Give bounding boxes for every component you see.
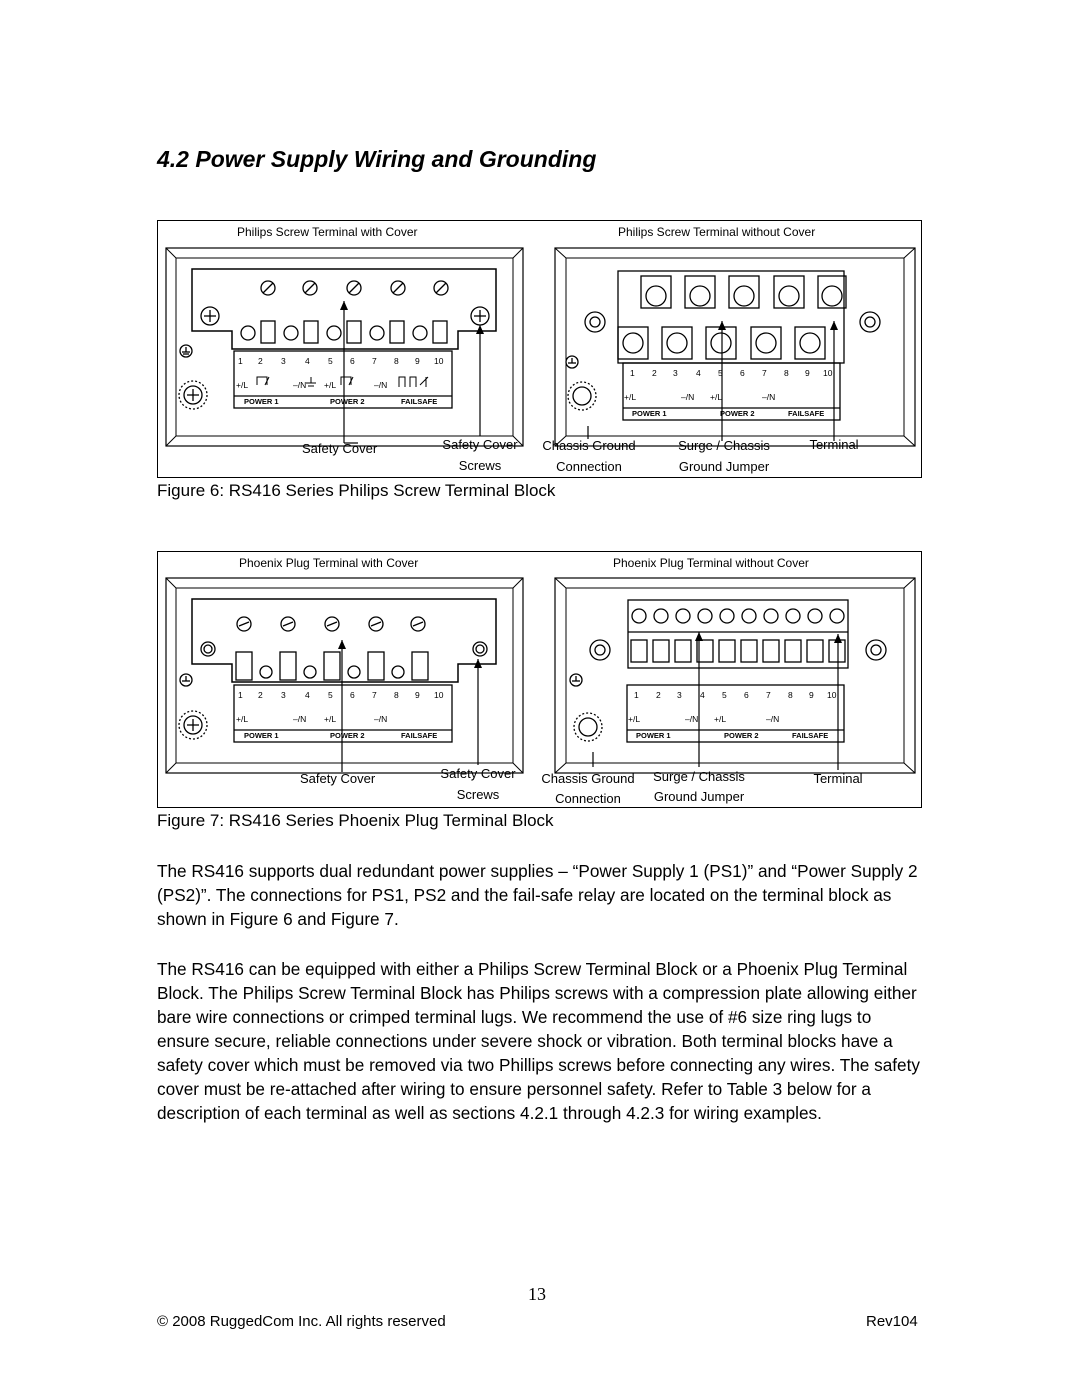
svg-text:+/L: +/L: [714, 714, 727, 724]
svg-text:FAILSAFE: FAILSAFE: [788, 409, 825, 418]
figure-7-caption: Figure 7: RS416 Series Phoenix Plug Terminal Block: [157, 811, 554, 830]
svg-text:5: 5: [718, 368, 723, 378]
figure-6-left-subtitle: Philips Screw Terminal with Cover: [237, 225, 418, 239]
label-safety-cover-screws-2: Screws: [456, 787, 500, 802]
svg-text:2: 2: [652, 368, 657, 378]
svg-text:6: 6: [744, 690, 749, 700]
section-title: 4.2 Power Supply Wiring and Grounding: [157, 146, 597, 172]
svg-text:10: 10: [434, 690, 444, 700]
svg-text:6: 6: [350, 356, 355, 366]
svg-text:FAILSAFE: FAILSAFE: [401, 731, 438, 740]
figure-7-diagram: [157, 551, 922, 808]
svg-text:–/N: –/N: [293, 714, 307, 724]
svg-text:2: 2: [656, 690, 661, 700]
svg-text:6: 6: [350, 690, 355, 700]
svg-text:–/N: –/N: [685, 714, 699, 724]
svg-text:POWER 2: POWER 2: [330, 731, 365, 740]
paragraph-1: The RS416 supports dual redundant power supplies – “Power Supply 1 (PS1)” and “Power Supply 2 (PS2)”. The connections for PS1, PS2 and the fail-safe relay are located on the terminal block as shown in Figure 6 and Figure 7.: [157, 861, 918, 929]
svg-text:3: 3: [281, 356, 286, 366]
svg-text:POWER 1: POWER 1: [636, 731, 671, 740]
svg-text:3: 3: [677, 690, 682, 700]
svg-text:FAILSAFE: FAILSAFE: [792, 731, 829, 740]
svg-text:3: 3: [673, 368, 678, 378]
svg-text:–/N: –/N: [766, 714, 780, 724]
figure-6-diagram: [157, 220, 922, 478]
label-safety-cover-screws-1: Safety Cover: [442, 437, 518, 452]
svg-text:+/L: +/L: [324, 714, 337, 724]
label-chassis-ground-2: Connection: [556, 459, 622, 474]
figure-6-right-subtitle: Philips Screw Terminal without Cover: [618, 225, 816, 239]
svg-text:10: 10: [827, 690, 837, 700]
label-chassis-ground-2: Connection: [555, 791, 621, 806]
svg-text:8: 8: [394, 690, 399, 700]
svg-text:10: 10: [823, 368, 833, 378]
label-chassis-ground-1: Chassis Ground: [542, 438, 636, 453]
page-number: 13: [528, 1284, 546, 1304]
svg-text:POWER 2: POWER 2: [330, 397, 365, 406]
svg-text:–/N: –/N: [762, 392, 776, 402]
svg-text:–/N: –/N: [374, 380, 388, 390]
label-chassis-ground-1: Chassis Ground: [541, 771, 635, 786]
footer-revision: Rev104: [866, 1313, 918, 1330]
svg-text:1: 1: [238, 356, 243, 366]
svg-text:+/L: +/L: [236, 714, 249, 724]
svg-text:9: 9: [415, 356, 420, 366]
svg-text:FAILSAFE: FAILSAFE: [401, 397, 438, 406]
svg-text:–/N: –/N: [293, 380, 307, 390]
label-terminal: Terminal: [809, 437, 859, 452]
svg-text:POWER 1: POWER 1: [632, 409, 667, 418]
svg-text:7: 7: [372, 356, 377, 366]
svg-text:4: 4: [696, 368, 701, 378]
svg-text:5: 5: [328, 690, 333, 700]
label-surge-jumper-1: Surge / Chassis: [678, 438, 770, 453]
svg-text:+/L: +/L: [628, 714, 641, 724]
label-surge-jumper-2: Ground Jumper: [678, 459, 770, 474]
svg-text:5: 5: [328, 356, 333, 366]
label-surge-jumper-1: Surge / Chassis: [653, 769, 745, 784]
svg-text:+/L: +/L: [710, 392, 723, 402]
svg-text:POWER 1: POWER 1: [244, 397, 279, 406]
svg-text:+/L: +/L: [236, 380, 249, 390]
figure-6-caption: Figure 6: RS416 Series Philips Screw Terminal Block: [157, 481, 556, 500]
svg-text:2: 2: [258, 690, 263, 700]
footer-copyright: © 2008 RuggedCom Inc. All rights reserved: [157, 1313, 446, 1330]
figure-7-right-subtitle: Phoenix Plug Terminal without Cover: [613, 556, 809, 570]
svg-text:4: 4: [700, 690, 705, 700]
svg-text:6: 6: [740, 368, 745, 378]
svg-text:9: 9: [415, 690, 420, 700]
figure-7-left-subtitle: Phoenix Plug Terminal with Cover: [239, 556, 419, 570]
svg-text:8: 8: [784, 368, 789, 378]
svg-text:–/N: –/N: [681, 392, 695, 402]
svg-text:8: 8: [788, 690, 793, 700]
svg-text:9: 9: [805, 368, 810, 378]
label-surge-jumper-2: Ground Jumper: [653, 789, 745, 804]
svg-text:3: 3: [281, 690, 286, 700]
svg-text:1: 1: [630, 368, 635, 378]
svg-text:2: 2: [258, 356, 263, 366]
svg-text:1: 1: [238, 690, 243, 700]
svg-text:10: 10: [434, 356, 444, 366]
svg-text:9: 9: [809, 690, 814, 700]
svg-text:+/L: +/L: [624, 392, 637, 402]
svg-text:POWER 2: POWER 2: [720, 409, 755, 418]
svg-text:4: 4: [305, 690, 310, 700]
label-safety-cover-screws-1: Safety Cover: [440, 766, 516, 781]
svg-text:–/N: –/N: [374, 714, 388, 724]
label-safety-cover: Safety Cover: [302, 441, 378, 456]
svg-text:+/L: +/L: [324, 380, 337, 390]
svg-text:7: 7: [762, 368, 767, 378]
label-terminal: Terminal: [813, 771, 863, 786]
label-safety-cover: Safety Cover: [300, 771, 376, 786]
paragraph-2: The RS416 can be equipped with either a Philips Screw Terminal Block or a Phoenix Plug Terminal Block. The Philips Screw Terminal Block has Philips screws with a compression plate allowing either bare wire connections or crimped terminal lugs. We recommend the use of #6 size ring lugs to ensure secure, reliable connections under severe shock or vibration. Both terminal blocks have a safety cover which must be removed via two Phillips screws before connecting any wires. The safety cover must be re-attached after wiring to ensure personnel safety. Refer to Table 3 below for a description of each terminal as well as sections 4.2.1 through 4.2.3 for wiring examples.: [157, 959, 920, 1123]
svg-text:4: 4: [305, 356, 310, 366]
svg-text:8: 8: [394, 356, 399, 366]
svg-text:7: 7: [766, 690, 771, 700]
svg-text:POWER 2: POWER 2: [724, 731, 759, 740]
label-safety-cover-screws-2: Screws: [458, 458, 502, 473]
svg-text:5: 5: [722, 690, 727, 700]
svg-text:7: 7: [372, 690, 377, 700]
svg-text:1: 1: [634, 690, 639, 700]
svg-text:POWER 1: POWER 1: [244, 731, 279, 740]
